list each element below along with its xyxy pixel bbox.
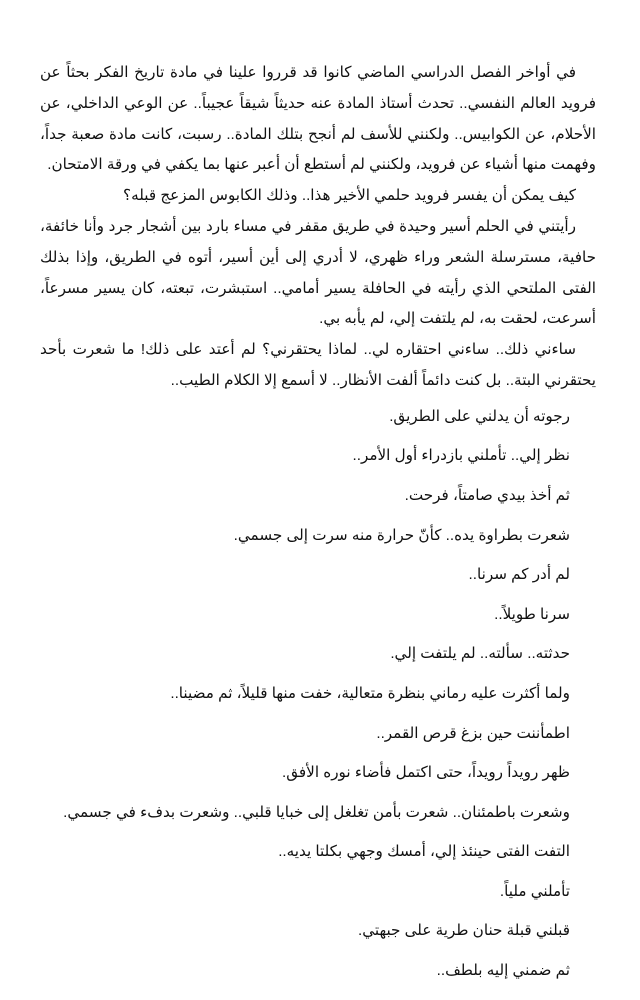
text-line: ثم أخذ بيدي صامتاً، فرحت. (404, 486, 570, 504)
paragraph: ساءني ذلك.. ساءني احتقاره لي.. لماذا يحتقرني؟ لم أعتد على ذلك! ما شعرت بأحد يحتقرني البتة.. بل كنت دائماً ألفت الأنظار.. لا أسمع إلا الكلام الطيب.. (40, 341, 596, 389)
text-line: رجوته أن يدلني على الطريق. (389, 407, 570, 425)
story-page (40, 58, 596, 991)
text-line: حدثته.. سألته.. لم يلتفت إلي. (390, 645, 570, 663)
text-line: تأملني ملياً. (499, 882, 570, 900)
text-line: التفت الفتى حينئذ إلي، أمسك وجهي بكلتا يديه.. (278, 843, 570, 861)
text-line: وشعرت باطمئنان.. شعرت بأمن تغلغل إلى خبايا قلبي.. وشعرت بدفء في جسمي. (63, 803, 570, 821)
paragraph: رأيتني في الحلم أسير وحيدة في طريق مقفر في مساء بارد بين أشجار جرد وأنا خائفة، حافية، مسترسلة الشعر وراء ظهري، لا أدري إلى أين أسير، أتوه في الطريق، وإذا بذلك الفتى الملتحي الذي رأيته في الحافلة يسير أمامي.. استبشرت، تبعته، كان يسير مسرعاً، أسرعت، لحقت به، لم يلتفت إلي، لم يأبه بي. (40, 217, 596, 328)
text-line: اطمأننت حين بزغ قرص القمر.. (376, 724, 570, 742)
short-lines-block (40, 397, 596, 991)
text-line: نظر إلي.. تأملني بازدراء أول الأمر.. (352, 447, 570, 465)
text-line: لم أدر كم سرنا.. (468, 566, 570, 584)
text-line: قبلني قبلة حنان طرية على جبهتي. (358, 922, 570, 940)
text-line: شعرت بطراوة يده.. كأنّ حرارة منه سرت إلى جسمي. (233, 526, 570, 544)
paragraph: كيف يمكن أن يفسر فرويد حلمي الأخير هذا.. وذلك الكابوس المزعج قبله؟ (123, 187, 576, 205)
prose-block (40, 58, 596, 397)
text-line: ثم ضمني إليه بلطف.. (436, 962, 570, 980)
text-line: سرنا طويلاً.. (494, 605, 570, 623)
text-line: ظهر رويداً رويداً، حتى اكتمل فأضاء نوره الأفق. (282, 764, 570, 782)
text-line: ولما أكثرت عليه رماني بنظرة متعالية، خفت منها قليلاً، ثم مضينا.. (170, 684, 570, 702)
paragraph: في أواخر الفصل الدراسي الماضي كانوا قد قرروا علينا في مادة تاريخ الفكر بحثاً عن فرويد العالم النفسي.. تحدث أستاذ المادة عنه حديثاً شيقاً عجيباً.. عن الوعي الداخلي، عن الأحلام، عن الكوابيس.. ولكنني للأسف لم أنجح بتلك المادة.. رسبت، كانت مادة صعبة جداً، وفهمت منها أشياء عن فرويد، ولكنني لم أستطع أن أعبر عنها بما يكفي في ورقة الامتحان. (40, 64, 596, 174)
